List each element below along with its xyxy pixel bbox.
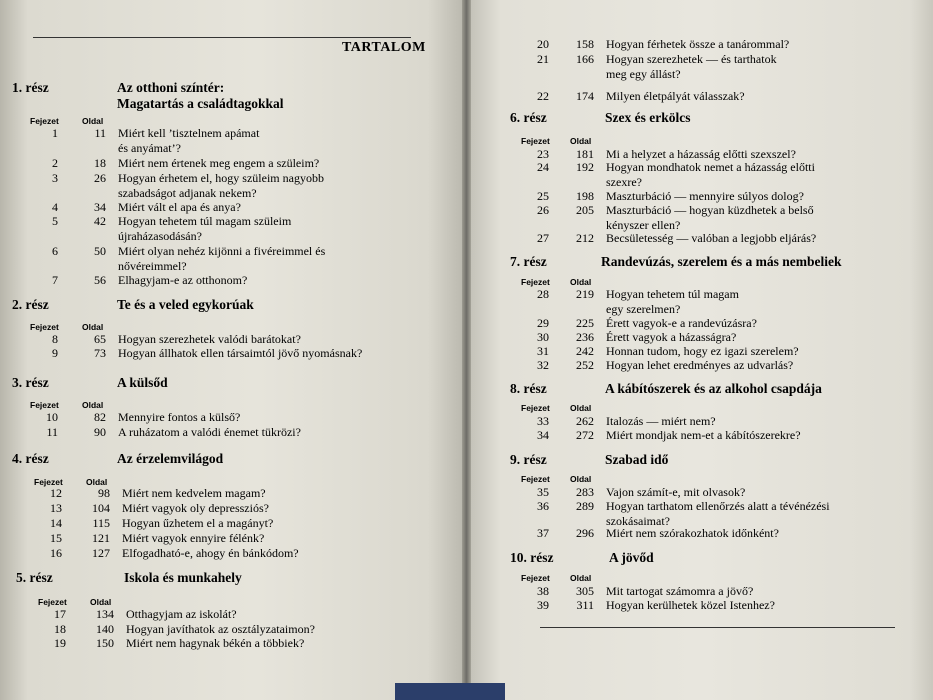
- chapter-title[interactable]: [118, 171, 324, 200]
- page-number: 225: [576, 316, 594, 330]
- chapter-title-line: Hogyan férhetek össze a tanárommal?: [606, 37, 790, 51]
- chapter-number: 11: [46, 425, 58, 439]
- chapter-title-line: Érett vagyok-e a randevúzásra?: [606, 316, 757, 330]
- chapter-title-line: Elfogadható-e, ahogy én bánkódom?: [122, 546, 299, 560]
- page-number: 219: [576, 287, 594, 301]
- chapter-title-line: Maszturbáció — hogyan küzdhetek a belső: [606, 203, 814, 217]
- chapter-number: 12: [50, 486, 62, 500]
- chapter-number: 30: [537, 330, 549, 344]
- page-number: 34: [94, 200, 106, 214]
- chapter-title-line: egy szerelmen?: [606, 301, 681, 316]
- section-title: [605, 381, 822, 397]
- page-number: 140: [96, 622, 114, 636]
- chapter-title[interactable]: [122, 546, 299, 561]
- chapter-title[interactable]: [606, 344, 799, 359]
- chapter-title-line: Miért vagyok oly depressziós?: [122, 501, 269, 515]
- page-number: 115: [92, 516, 110, 530]
- section-number: 10. rész: [510, 550, 554, 565]
- chapter-number: 16: [50, 546, 62, 560]
- chapter-title-line: Hogyan szerezhetek — és tarthatok: [606, 52, 777, 66]
- chapter-title[interactable]: [606, 485, 745, 500]
- chapter-number: 37: [537, 526, 549, 540]
- section-title-line: Magatartás a családtagokkal: [117, 96, 284, 111]
- book-gutter: [462, 0, 471, 700]
- chapter-number: 29: [537, 316, 549, 330]
- chapter-number: 4: [52, 200, 58, 214]
- header-rule: [33, 37, 411, 38]
- chapter-title-line: Hogyan tehetem túl magam szüleim: [118, 214, 292, 228]
- chapter-title[interactable]: [118, 425, 301, 440]
- column-header-oldal: Oldal: [82, 322, 104, 332]
- page-number: 98: [98, 486, 110, 500]
- chapter-title-line: Maszturbáció — mennyire súlyos dolog?: [606, 189, 804, 203]
- column-header-oldal: Oldal: [82, 400, 104, 410]
- chapter-number: 39: [537, 598, 549, 612]
- chapter-title[interactable]: [122, 501, 269, 516]
- chapter-title[interactable]: [606, 316, 757, 331]
- chapter-title[interactable]: [118, 410, 240, 425]
- chapter-title-line: Otthagyjam az iskolát?: [126, 607, 237, 621]
- section-number: 1. rész: [12, 80, 49, 95]
- chapter-title-line: Hogyan szerezhetek valódi barátokat?: [118, 332, 301, 346]
- column-header-fejezet: Fejezet: [521, 277, 550, 287]
- page-number: 205: [576, 203, 594, 217]
- column-header-oldal: Oldal: [570, 474, 592, 484]
- chapter-title-line: Mit tartogat számomra a jövő?: [606, 584, 754, 598]
- chapter-title[interactable]: [606, 414, 716, 429]
- column-header-fejezet: Fejezet: [30, 116, 59, 126]
- section-number: 9. rész: [510, 452, 547, 467]
- column-header-oldal: Oldal: [570, 277, 592, 287]
- chapter-number: 28: [537, 287, 549, 301]
- page-number: 262: [576, 414, 594, 428]
- section-title: [117, 375, 168, 391]
- chapter-title-line: A ruházatom a valódi énemet tükrözi?: [118, 425, 301, 439]
- chapter-number: 14: [50, 516, 62, 530]
- chapter-number: 19: [54, 636, 66, 650]
- chapter-title-line: kényszer ellen?: [606, 217, 681, 232]
- chapter-number: 25: [537, 189, 549, 203]
- chapter-number: 6: [52, 244, 58, 258]
- chapter-title-line: Miért nem értenek meg engem a szüleim?: [118, 156, 320, 170]
- chapter-title-line: Miért nem kedvelem magam?: [122, 486, 266, 500]
- chapter-number: 38: [537, 584, 549, 598]
- chapter-number: 33: [537, 414, 549, 428]
- page-number: 158: [576, 37, 594, 51]
- chapter-title[interactable]: [606, 584, 753, 599]
- chapter-title-line: újraházasodásán?: [118, 228, 202, 243]
- page-number: 90: [94, 425, 106, 439]
- page-number: 121: [92, 531, 110, 545]
- section-title-line: Szex és erkölcs: [605, 110, 691, 125]
- page-number: 272: [576, 428, 594, 442]
- section-title: [609, 550, 654, 566]
- page-number: 198: [576, 189, 594, 203]
- column-header-fejezet: Fejezet: [521, 136, 550, 146]
- chapter-title-line: Hogyan tehetem túl magam: [606, 287, 739, 301]
- chapter-title-line: Érett vagyok a házasságra?: [606, 330, 737, 344]
- chapter-number: 34: [537, 428, 549, 442]
- page-number: 283: [576, 485, 594, 499]
- chapter-title[interactable]: [126, 622, 315, 637]
- section-title-line: Az érzelemvilágod: [117, 451, 224, 466]
- chapter-title[interactable]: [118, 244, 325, 273]
- page-number: 289: [576, 499, 594, 513]
- chapter-title-line: Mi a helyzet a házasság előtti szexszel?: [606, 147, 796, 161]
- column-header-oldal: Oldal: [86, 477, 108, 487]
- section-title: [117, 80, 284, 112]
- chapter-title-line: Miért nem hagynak békén a többiek?: [126, 636, 305, 650]
- column-header-fejezet: Fejezet: [521, 573, 550, 583]
- page-number: 192: [576, 160, 594, 174]
- page-header: TARTALOM: [342, 40, 426, 55]
- book-spine: [395, 683, 505, 700]
- chapter-title-line: Hogyan érhetem el, hogy szüleim nagyobb: [118, 171, 324, 185]
- section-title-line: Iskola és munkahely: [124, 570, 242, 585]
- chapter-number: 3: [52, 171, 58, 185]
- page-number: 212: [576, 231, 594, 245]
- page-number: 181: [576, 147, 594, 161]
- column-header-fejezet: Fejezet: [30, 322, 59, 332]
- column-header-fejezet: Fejezet: [521, 403, 550, 413]
- column-header-fejezet: Fejezet: [38, 597, 67, 607]
- chapter-number: 23: [537, 147, 549, 161]
- chapter-title[interactable]: [606, 499, 830, 528]
- chapter-number: 7: [52, 273, 58, 287]
- chapter-number: 5: [52, 214, 58, 228]
- column-header-oldal: Oldal: [90, 597, 112, 607]
- page-number: 18: [94, 156, 106, 170]
- column-header-fejezet: Fejezet: [34, 477, 63, 487]
- chapter-number: 13: [50, 501, 62, 515]
- chapter-title[interactable]: [126, 607, 237, 622]
- chapter-number: 2: [52, 156, 58, 170]
- section-number: 5. rész: [16, 570, 53, 585]
- chapter-title[interactable]: [122, 516, 273, 531]
- chapter-number: 20: [537, 37, 549, 51]
- column-header-oldal: Oldal: [570, 403, 592, 413]
- chapter-title-line: Vajon számít-e, mit olvasok?: [606, 485, 746, 499]
- page-number: 127: [92, 546, 110, 560]
- chapter-title[interactable]: [606, 231, 816, 246]
- chapter-number: 24: [537, 160, 549, 174]
- section-title-line: Randevúzás, szerelem és a más nembeliek: [601, 254, 842, 269]
- chapter-title[interactable]: [606, 428, 801, 443]
- chapter-title-line: Hogyan állhatok ellen társaimtól jövő nyomásnak?: [118, 346, 363, 360]
- page-number: 150: [96, 636, 114, 650]
- chapter-title-line: Miért kell ’tisztelnem apámat: [118, 126, 260, 140]
- page-number: 73: [94, 346, 106, 360]
- chapter-title[interactable]: [606, 89, 745, 104]
- chapter-number: 35: [537, 485, 549, 499]
- section-number: 2. rész: [12, 297, 49, 312]
- section-number: 7. rész: [510, 254, 547, 269]
- page-number: 42: [94, 214, 106, 228]
- chapter-title[interactable]: [118, 200, 241, 215]
- section-title: [605, 452, 668, 468]
- section-number: 3. rész: [12, 375, 49, 390]
- chapter-title[interactable]: [118, 156, 319, 171]
- chapter-title-line: meg egy állást?: [606, 66, 681, 81]
- chapter-title[interactable]: [126, 636, 304, 651]
- section-title-line: Te és a veled egykorúak: [117, 297, 254, 312]
- page-number: 11: [94, 126, 106, 140]
- chapter-title-line: Miért olyan nehéz kijönni a fivéreimmel és: [118, 244, 326, 258]
- section-title: [124, 570, 242, 586]
- page-number: 56: [94, 273, 106, 287]
- section-number: 4. rész: [12, 451, 49, 466]
- chapter-title-line: és anyámat’?: [118, 140, 181, 155]
- chapter-title[interactable]: [118, 273, 247, 288]
- chapter-title[interactable]: [606, 287, 739, 316]
- page-number: 174: [576, 89, 594, 103]
- chapter-title[interactable]: [606, 598, 775, 613]
- chapter-title[interactable]: [606, 526, 779, 541]
- chapter-number: 22: [537, 89, 549, 103]
- chapter-title-line: szokásaimat?: [606, 513, 670, 528]
- chapter-title-line: Hogyan tarthatom ellenőrzés alatt a tévénézési: [606, 499, 830, 513]
- column-header-oldal: Oldal: [570, 573, 592, 583]
- chapter-title-line: Hogyan lehet eredményes az udvarlás?: [606, 358, 794, 372]
- page-number: 134: [96, 607, 114, 621]
- chapter-title-line: Milyen életpályát válasszak?: [606, 89, 745, 103]
- chapter-title-line: Miért nem szórakozhatok időnként?: [606, 526, 779, 540]
- chapter-title-line: szexre?: [606, 174, 642, 189]
- chapter-number: 9: [52, 346, 58, 360]
- page-number: 104: [92, 501, 110, 515]
- chapter-number: 21: [537, 52, 549, 66]
- chapter-title[interactable]: [606, 203, 814, 232]
- chapter-title-line: Becsületesség — valóban a legjobb eljárás?: [606, 231, 817, 245]
- page-number: 242: [576, 344, 594, 358]
- chapter-title[interactable]: [118, 214, 291, 243]
- chapter-number: 17: [54, 607, 66, 621]
- page-number: 311: [576, 598, 594, 612]
- chapter-number: 8: [52, 332, 58, 346]
- chapter-title-line: Hogyan mondhatok nemet a házasság előtti: [606, 160, 815, 174]
- chapter-title[interactable]: [606, 160, 815, 189]
- section-title-line: Szabad idő: [605, 452, 669, 467]
- chapter-title-line: Honnan tudom, hogy ez igazi szerelem?: [606, 344, 799, 358]
- chapter-title-line: Mennyire fontos a külső?: [118, 410, 241, 424]
- chapter-title[interactable]: [606, 52, 777, 81]
- chapter-number: 31: [537, 344, 549, 358]
- chapter-number: 15: [50, 531, 62, 545]
- section-title: [601, 254, 841, 270]
- page-number: 236: [576, 330, 594, 344]
- page-number: 166: [576, 52, 594, 66]
- page-number: 296: [576, 526, 594, 540]
- page-number: 50: [94, 244, 106, 258]
- section-number: 8. rész: [510, 381, 547, 396]
- chapter-number: 27: [537, 231, 549, 245]
- chapter-title[interactable]: [606, 189, 804, 204]
- chapter-title-line: Hogyan űzhetem el a magányt?: [122, 516, 274, 530]
- chapter-title[interactable]: [122, 531, 264, 546]
- chapter-title[interactable]: [118, 126, 259, 155]
- chapter-title[interactable]: [118, 332, 301, 347]
- chapter-title[interactable]: [122, 486, 266, 501]
- chapter-number: 1: [52, 126, 58, 140]
- column-header-fejezet: Fejezet: [30, 400, 59, 410]
- section-title: [117, 297, 254, 313]
- section-title-line: Az otthoni színtér:: [117, 80, 225, 95]
- chapter-number: 18: [54, 622, 66, 636]
- column-header-fejezet: Fejezet: [521, 474, 550, 484]
- chapter-title-line: szabadságot adjanak nekem?: [118, 185, 257, 200]
- section-number: 6. rész: [510, 110, 547, 125]
- bottom-rule: [540, 627, 895, 628]
- page-number: 26: [94, 171, 106, 185]
- chapter-title-line: Hogyan javíthatok az osztályzataimon?: [126, 622, 315, 636]
- section-title: [117, 451, 223, 467]
- chapter-title-line: nővéreimmel?: [118, 258, 187, 273]
- chapter-title[interactable]: [606, 37, 789, 52]
- page-number: 82: [94, 410, 106, 424]
- chapter-number: 36: [537, 499, 549, 513]
- section-title-line: A külsőd: [117, 375, 168, 390]
- page-number: 65: [94, 332, 106, 346]
- chapter-title-line: Italozás — miért nem?: [606, 414, 716, 428]
- chapter-number: 10: [46, 410, 58, 424]
- chapter-number: 32: [537, 358, 549, 372]
- page-number: 305: [576, 584, 594, 598]
- chapter-number: 26: [537, 203, 549, 217]
- chapter-title[interactable]: [606, 358, 793, 373]
- section-title: [605, 110, 690, 126]
- chapter-title-line: Elhagyjam-e az otthonom?: [118, 273, 248, 287]
- chapter-title-line: Hogyan kerülhetek közel Istenhez?: [606, 598, 775, 612]
- chapter-title[interactable]: [606, 330, 736, 345]
- chapter-title[interactable]: [118, 346, 362, 361]
- chapter-title-line: Miért vagyok ennyire félénk?: [122, 531, 265, 545]
- section-title-line: A jövőd: [609, 550, 654, 565]
- column-header-oldal: Oldal: [570, 136, 592, 146]
- page-number: 252: [576, 358, 594, 372]
- section-title-line: A kábítószerek és az alkohol csapdája: [605, 381, 822, 396]
- chapter-title-line: Miért vált el apa és anya?: [118, 200, 241, 214]
- chapter-title-line: Miért mondjak nem-et a kábítószerekre?: [606, 428, 801, 442]
- column-header-oldal: Oldal: [82, 116, 104, 126]
